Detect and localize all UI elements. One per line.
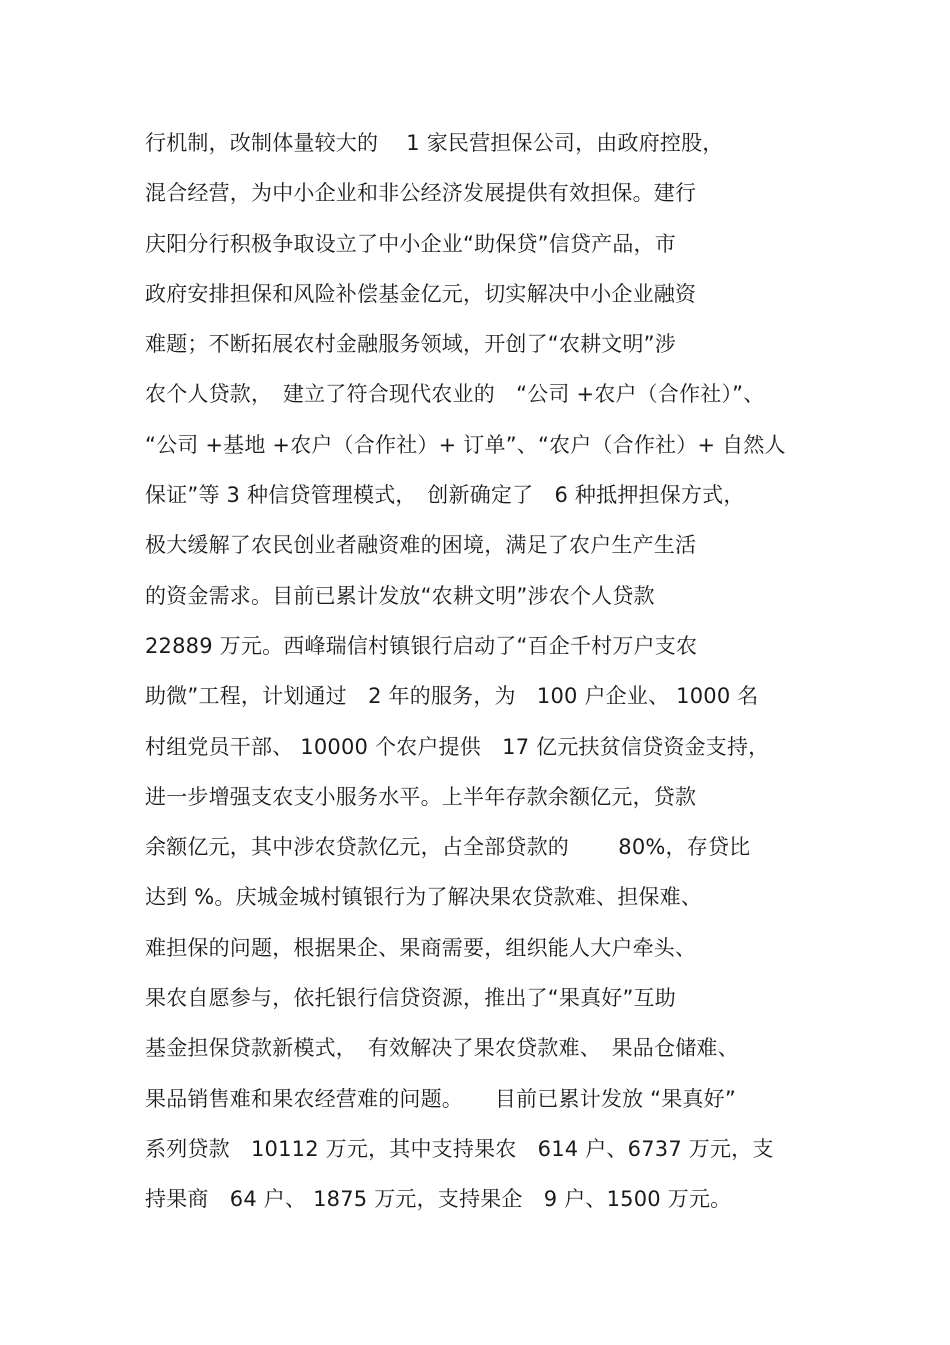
text-line: 混合经营，为中小企业和非公经济发展提供有效担保。建行 [145,181,697,206]
text-line: 保证”等 3 种信贷管理模式， 创新确定了 6 种抵押担保方式， [145,483,745,508]
text-line: 达到 %。庆城金城村镇银行为了解决果农贷款难、担保难、 [145,885,703,910]
text-line: 行机制，改制体量较大的 1 家民营担保公司，由政府控股， [145,131,724,155]
text-line: 果品销售难和果农经营难的问题。 目前已累计发放 “果真好” [145,1086,736,1111]
text-line: 进一步增强支农支小服务水平。上半年存款余额亿元，贷款 [145,784,697,809]
text-line: 极大缓解了农民创业者融资难的困境，满足了农户生产生活 [145,533,697,558]
text-line: 难担保的问题，根据果企、果商需要，组织能人大户牵头、 [145,935,697,960]
text-line: 助微”工程，计划通过 2 年的服务，为 100 户企业、 1000 名 [145,684,759,709]
text-line: “公司 +基地 +农户（合作社）+ 订单”、“农户（合作社）+ 自然人 [145,432,786,457]
body-text [145,118,835,1225]
text-line: 余额亿元，其中涉农贷款亿元，占全部贷款的 80%，存贷比 [145,835,751,860]
text-line: 的资金需求。目前已累计发放“农耕文明”涉农个人贷款 [145,583,655,608]
text-line: 果农自愿参与，依托银行信贷资源，推出了“果真好”互助 [145,986,676,1011]
text-line: 系列贷款 10112 万元，其中支持果农 614 户、6737 万元，支 [145,1136,774,1161]
text-line: 基金担保贷款新模式， 有效解决了果农贷款难、 果品仓储难、 [145,1036,739,1061]
text-line: 政府安排担保和风险补偿基金亿元，切实解决中小企业融资 [145,281,697,306]
text-line: 22889 万元。西峰瑞信村镇银行启动了“百企千村万户支农 [145,633,698,658]
text-line: 持果商 64 户、 1875 万元，支持果企 9 户、1500 万元。 [145,1187,732,1212]
text-line: 难题；不断拓展农村金融服务领域，开创了“农耕文明”涉 [145,332,676,357]
text-line: 农个人贷款， 建立了符合现代农业的 “公司 +农户（合作社）”、 [145,382,765,407]
text-line: 村组党员干部、 10000 个农户提供 17 亿元扶贫信贷资金支持， [145,734,770,759]
text-line: 庆阳分行积极争取设立了中小企业“助保贷”信贷产品，市 [145,231,676,256]
